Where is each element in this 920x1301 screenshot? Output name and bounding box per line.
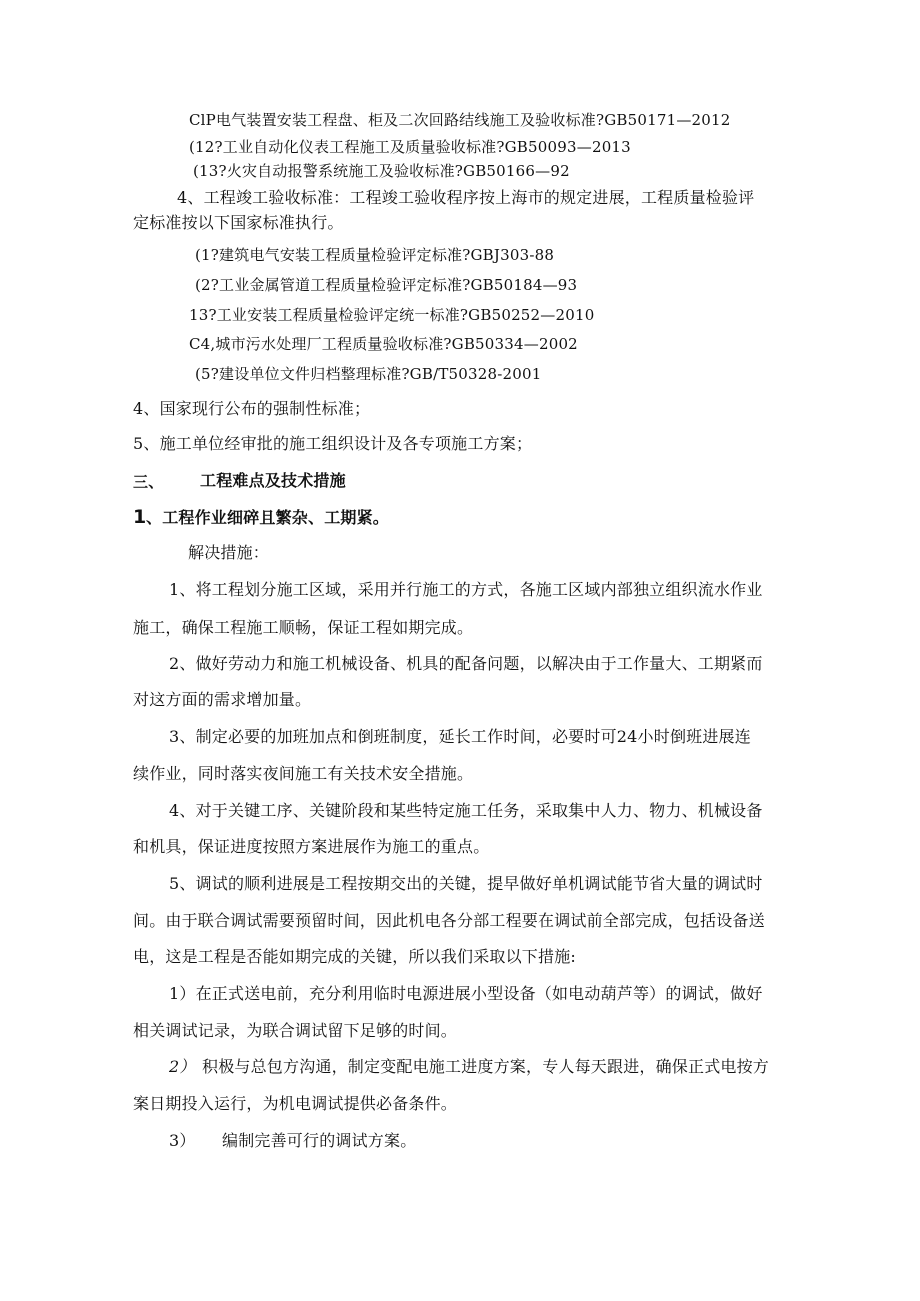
basis-item-5: 5、施工单位经审批的施工组织设计及各专项施工方案；: [133, 434, 533, 453]
sub-measure-2-number: 2）: [169, 1057, 196, 1076]
section-title: 工程难点及技术措施: [200, 471, 346, 490]
measure-4-line2: 和机具，保证进度按照方案进展作为施工的重点。: [133, 837, 490, 856]
measure-3-line2: 续作业，同时落实夜间施工有关技术安全措施。: [133, 764, 474, 783]
quality-standard-2: (2?工业金属管道工程质量检验评定标准?GB50184—93: [195, 276, 578, 294]
quality-standard-5: (5?建设单位文件归档整理标准?GB/T50328-2001: [195, 365, 542, 383]
sub-measure-2-line1: 积极与总包方沟通，制定变配电施工进度方案，专人每天跟进，确保正式电按方: [202, 1057, 770, 1076]
standard-line-13: (13?火灾自动报警系统施工及验收标准?GB50166—92: [193, 162, 570, 180]
basis-item-4: 4、国家现行公布的强制性标准；: [133, 399, 371, 418]
section-number: 三、: [133, 473, 164, 491]
solution-label: 解决措施：: [188, 543, 270, 562]
completion-standard-line2: 定标准按以下国家标准执行。: [133, 213, 344, 232]
measure-1-line2: 施工，确保工程施工顺畅，保证工程如期完成。: [133, 618, 474, 637]
quality-standard-3: 13?工业安装工程质量检验评定统一标准?GB50252—2010: [189, 306, 595, 324]
quality-standard-4: C4,城市污水处理厂工程质量验收标准?GB50334—2002: [189, 335, 578, 353]
measure-5-line3: 电，这是工程是否能如期完成的关键，所以我们采取以下措施:: [133, 947, 576, 966]
standard-line-12: (12?工业自动化仪表工程施工及质量验收标准?GB50093—2013: [189, 138, 631, 156]
measure-2-line1: 2、做好劳动力和施工机械设备、机具的配备问题，以解决由于工作量大、工期紧而: [169, 654, 763, 673]
subsection-title: 、工程作业细碎且繁杂、工期紧。: [146, 508, 390, 527]
completion-standard-line1: 4、工程竣工验收标准：工程竣工验收程序按上海市的规定进展，工程质量检验评: [177, 188, 755, 207]
measure-3-line1: 3、制定必要的加班加点和倒班制度，延长工作时间，必要时可24小时倒班进展连: [169, 727, 751, 746]
subsection-number: 1: [133, 506, 147, 528]
quality-standard-1: (1?建筑电气安装工程质量检验评定标准?GBJ303-88: [195, 246, 555, 264]
sub-measure-3-text: 编制完善可行的调试方案。: [222, 1131, 417, 1150]
sub-measure-1-line1: 1）在正式送电前，充分利用临时电源进展小型设备（如电动葫芦等）的调试，做好: [169, 984, 763, 1003]
measure-4-line1: 4、对于关键工序、关键阶段和某些特定施工任务，采取集中人力、物力、机械设备: [169, 801, 763, 820]
measure-5-line1: 5、调试的顺利进展是工程按期交出的关键，提早做好单机调试能节省大量的调试时: [169, 874, 763, 893]
measure-2-line2: 对这方面的需求增加量。: [133, 690, 312, 709]
standard-line-11: ClP电气装置安装工程盘、柜及二次回路结线施工及验收标准?GB50171—2012: [189, 111, 731, 129]
measure-5-line2: 间。由于联合调试需要预留时间，因此机电各分部工程要在调试前全部完成，包括设备送: [133, 911, 765, 930]
measure-1-line1: 1、将工程划分施工区域，采用并行施工的方式，各施工区域内部独立组织流水作业: [169, 580, 763, 599]
sub-measure-1-line2: 相关调试记录，为联合调试留下足够的时间。: [133, 1021, 458, 1040]
sub-measure-2-line2: 案日期投入运行，为机电调试提供必备条件。: [133, 1094, 458, 1113]
sub-measure-3-number: 3）: [169, 1131, 196, 1150]
